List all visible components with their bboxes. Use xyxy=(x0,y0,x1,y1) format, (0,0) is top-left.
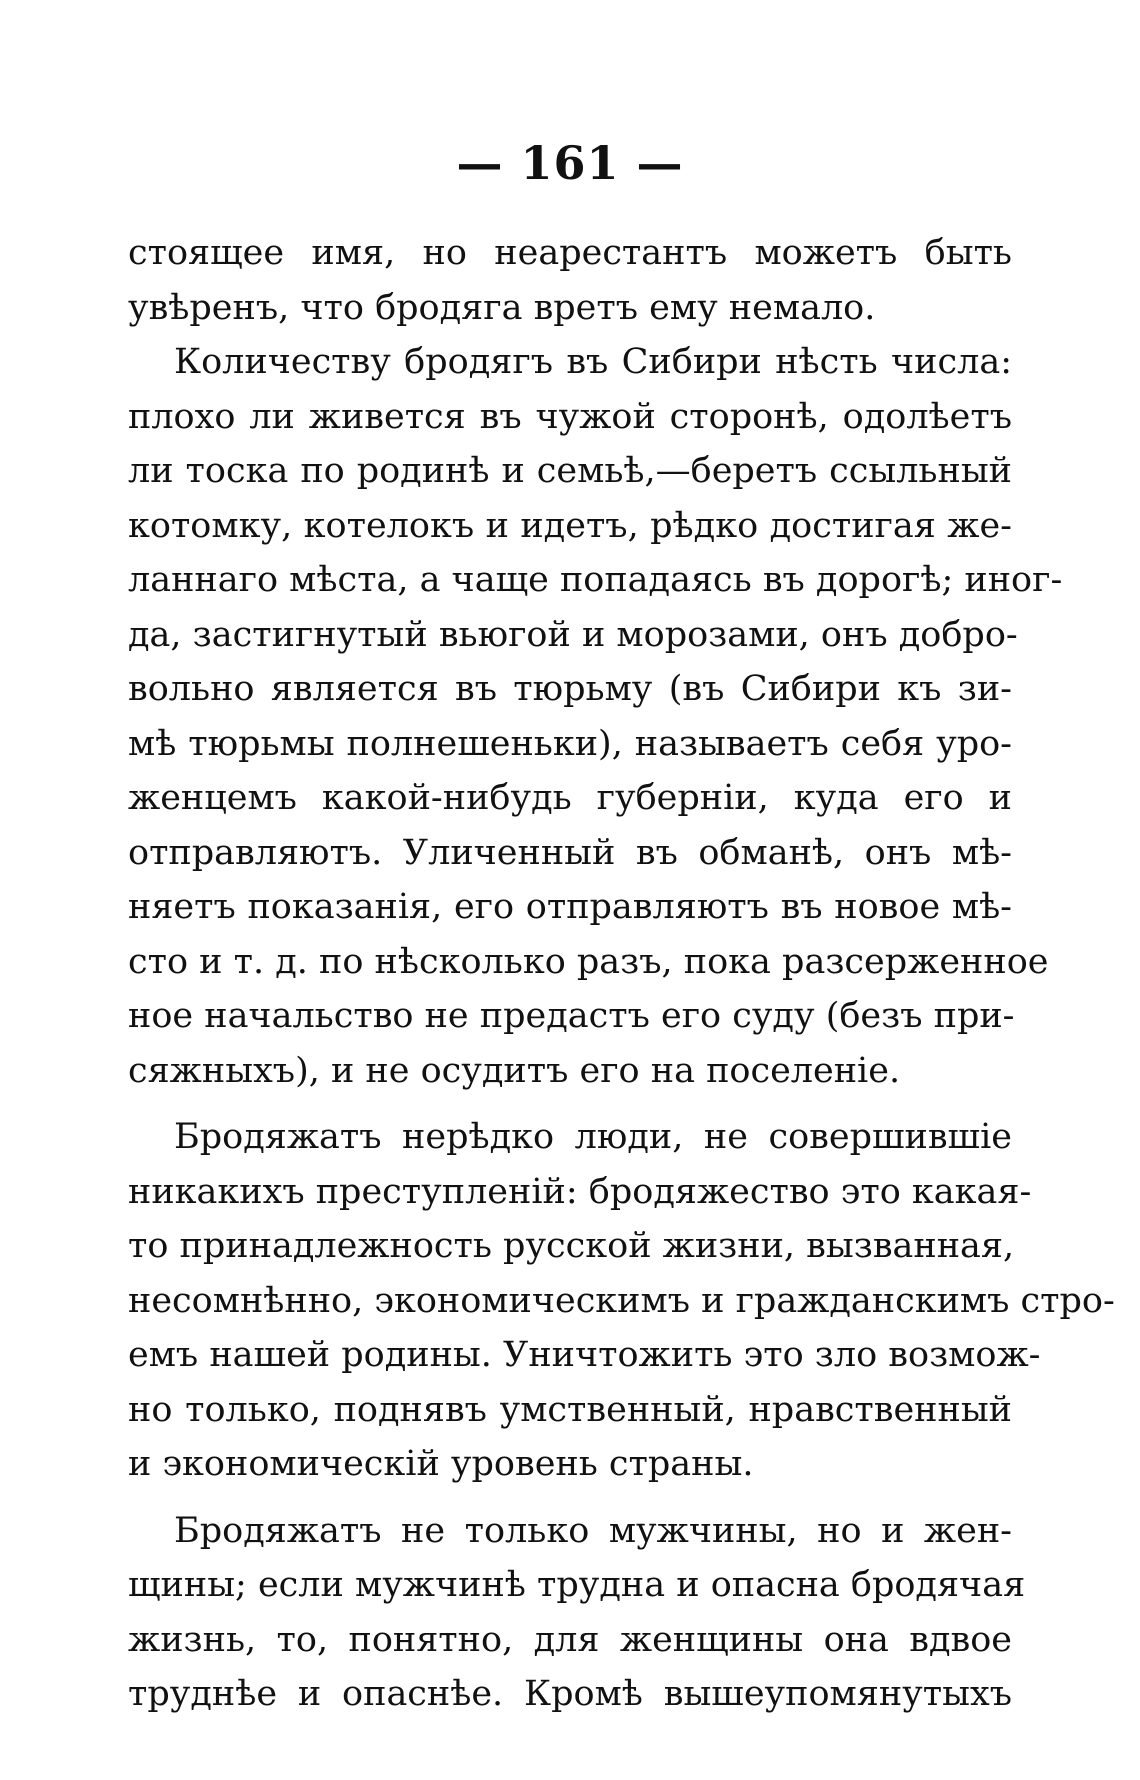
text-line: сто и т. д. по нѣсколько разъ, пока разсерженное xyxy=(128,941,1049,982)
page-text xyxy=(128,226,1115,1722)
text-line: стоящее имя, но неарестантъ можетъ быть xyxy=(128,233,1012,273)
text-line: ланнаго мѣста, а чаще попадаясь въ дорогѣ; иног- xyxy=(128,560,1063,600)
text-line: вольно является въ тюрьму (въ Сибири къ зи- xyxy=(128,669,1012,709)
text-line: труднѣе и опаснѣе. Кромѣ вышеупомянутыхъ xyxy=(128,1674,1012,1714)
text-line: отправляютъ. Уличенный въ обманѣ, онъ мѣ- xyxy=(128,832,1012,873)
page-number: — 161 — xyxy=(456,136,684,190)
text-line: то принадлежность русской жизни, вызванная, xyxy=(128,1226,1015,1266)
text-line: няетъ показанія, его отправляютъ въ новое мѣ- xyxy=(128,887,1012,927)
text-line: несомнѣнно, экономическимъ и гражданскимъ стро- xyxy=(128,1280,1115,1321)
paragraph-3 xyxy=(128,1110,1115,1492)
text-line: сяжныхъ), и не осудитъ его на поселеніе. xyxy=(128,1050,901,1091)
paragraph-2 xyxy=(128,335,1063,1098)
paragraph-1 xyxy=(128,226,1012,335)
paragraph-4 xyxy=(128,1504,1026,1722)
text-line: женцемъ какой-нибудь губерніи, куда его и xyxy=(128,778,1012,818)
text-line: Бродяжатъ не только мужчины, но и жен- xyxy=(174,1510,1012,1551)
text-line: Количеству бродягъ въ Сибири нѣсть числа: xyxy=(174,342,1012,382)
text-line: но только, поднявъ умственный, нравственный xyxy=(128,1389,1012,1430)
text-line: Бродяжатъ нерѣдко люди, не совершившіе xyxy=(174,1117,1012,1157)
text-line: котомку, котелокъ и идетъ, рѣдко достигая же- xyxy=(128,505,1012,546)
text-line: увѣренъ, что бродяга вретъ ему немало. xyxy=(128,287,876,328)
text-line: ли тоска по родинѣ и семьѣ,—беретъ ссыльный xyxy=(128,451,1012,491)
text-line: щины; если мужчинѣ трудна и опасна бродячая xyxy=(128,1565,1026,1605)
text-line: никакихъ преступленій: бродяжество это какая- xyxy=(128,1171,1032,1212)
text-line: ное начальство не предастъ его суду (безъ при- xyxy=(128,996,1015,1036)
text-line: мѣ тюрьмы полнешеньки), называетъ себя уро- xyxy=(128,723,1012,764)
text-line: да, застигнутый вьюгой и морозами, онъ добро- xyxy=(128,614,1018,655)
text-line: жизнь, то, понятно, для женщины она вдвое xyxy=(128,1619,1012,1660)
paragraph-gap xyxy=(128,1098,1012,1110)
text-line: плохо ли живется въ чужой сторонѣ, одолѣетъ xyxy=(128,396,1012,437)
paragraph-gap xyxy=(128,1492,1012,1504)
text-line: емъ нашей родины. Уничтожить это зло возмож- xyxy=(128,1335,1041,1375)
text-line: и экономическій уровень страны. xyxy=(128,1444,754,1484)
